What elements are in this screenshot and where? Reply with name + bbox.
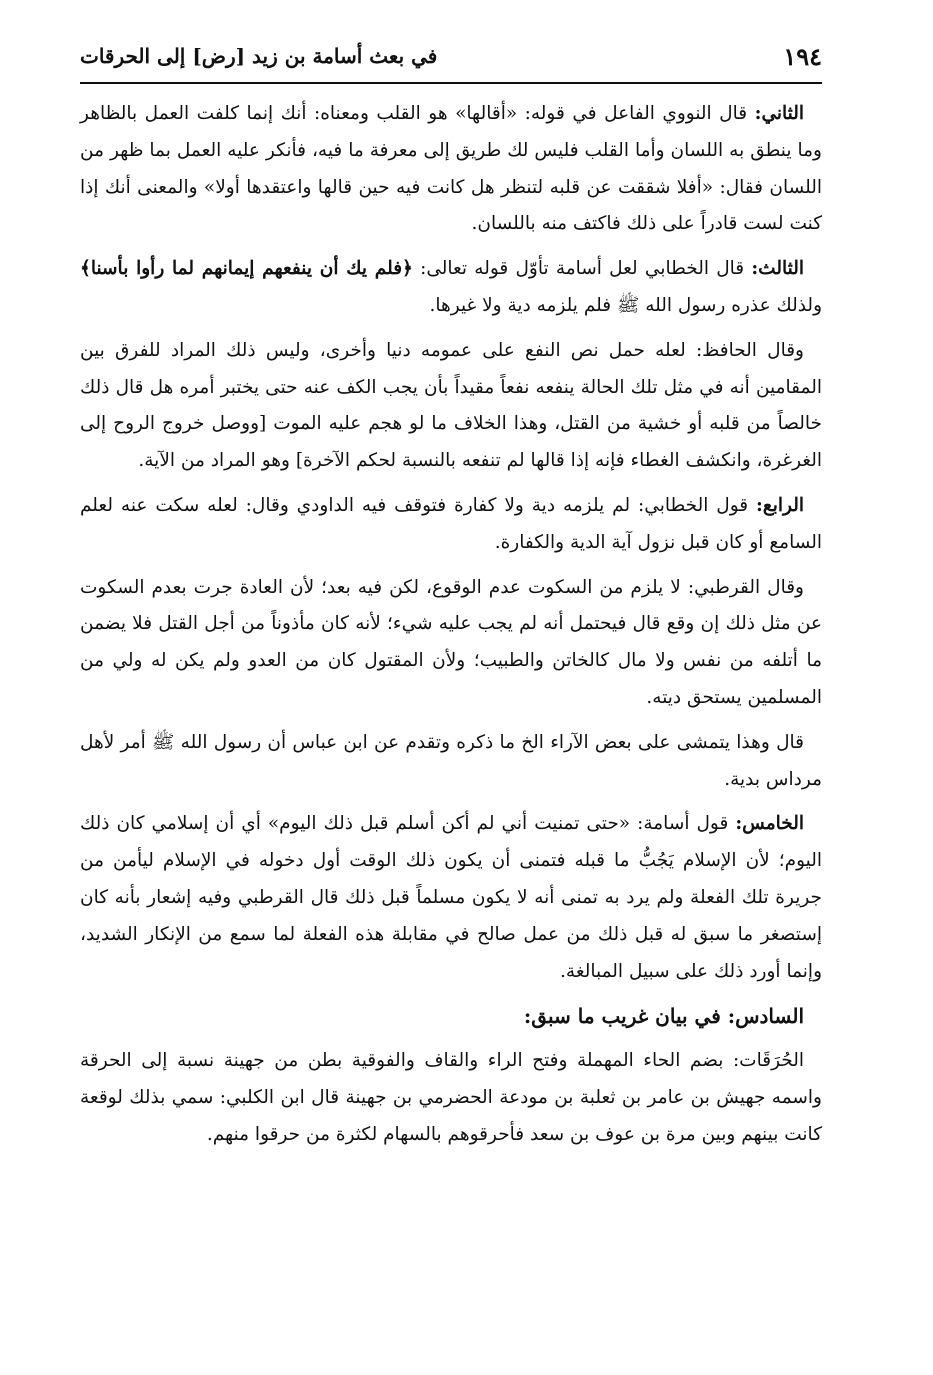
paragraph-lead: الخامس: — [735, 813, 804, 835]
paragraph-text: وقال القرطبي: لا يلزم من السكوت عدم الوقوع، لكن فيه بعد؛ لأن العادة جرت بعدم السكوت عن مثل ذلك إن وقع قال فيحتمل أنه لم يجب عليه شيء؛ لأنه كان مأذوناً من أجل القتل فلا يضمن ما أتلفه من نفس ولا مال كالخاتن والطبيب؛ ولأن المقتول كان من العدو ولم يكن له ولي من المسلمين يستحق ديته. — [80, 576, 822, 708]
quran-verse: ﴿فلم يك أن ينفعهم إيمانهم لما رأوا بأسنا﴾ — [80, 258, 413, 280]
header-rule — [80, 82, 822, 84]
paragraph-text: قال النووي الفاعل في قوله: «أقالها» هو القلب ومعناه: أنك إنما كلفت العمل بالظاهر وما ينطق به اللسان وأما القلب فليس لك طريق إلى معرفة ما فيه، فأنكر عليه العمل بما ظهر من اللسان فقال: «أفلا شققت عن قلبه لتنظر هل كانت فيه حين قالها واعتقدها أولا» والمعنى أنك إذا كنت لست قادراً على ذلك فاكتف منه باللسان. — [80, 103, 822, 235]
paragraph-hafiz — [80, 333, 822, 480]
paragraph-third — [80, 251, 822, 325]
paragraph-text: قال الخطابي لعل أسامة تأوّل قوله تعالى: — [412, 258, 752, 280]
paragraph-text: قال وهذا يتمشى على بعض الآراء الخ ما ذكره وتقدم عن ابن عباس أن رسول الله ﷺ أمر لأهل مرداس بدية. — [80, 731, 822, 790]
paragraph-text: ولذلك عذره رسول الله ﷺ فلم يلزمه دية ولا غيرها. — [429, 294, 822, 316]
paragraph-text: الحُرَقَات: بضم الحاء المهملة وفتح الراء والقاف والفوقية بطن من جهينة نسبة إلى الحرقة واسمه جهيش بن عامر بن ثعلبة بن مودعة الحضرمي بن جهينة قال ابن الكلبي: سمي بذلك لوقعة كانت بينهم وبين مرة بن عوف بن سعد فأحرقوهم بالسهام لكثرة من حرقوا منهم. — [80, 1050, 822, 1145]
paragraph-ibn-abbas — [80, 725, 822, 799]
page-number: ١٩٤ — [783, 42, 822, 71]
page-body — [80, 96, 822, 1162]
paragraph-text: قول الخطابي: لم يلزمه دية ولا كفارة فتوقف فيه الداودي وقال: لعله سكت عنه لعلم السامع أو كان قبل نزول آية الدية والكفارة. — [80, 494, 822, 553]
paragraph-fifth — [80, 806, 822, 990]
paragraph-lead: الثاني: — [754, 103, 805, 124]
paragraph-gloss — [80, 1043, 822, 1153]
paragraph-fourth — [80, 488, 822, 562]
section-heading: السادس: في بيان غريب ما سبق: — [523, 1004, 804, 1029]
running-title: في بعث أسامة بن زيد [رض] إلى الحرقات — [80, 44, 438, 68]
paragraph-qurtubi — [80, 570, 822, 717]
paragraph-text: قول أسامة: «حتى تمنيت أني لم أكن أسلم قبل ذلك اليوم» أي أن إسلامي كان ذلك اليوم؛ لأن الإسلام يَجُبُّ ما قبله فتمنى أن يكون ذلك الوقت أول دخوله في الإسلام ليأمن من جريرة تلك الفعلة ولم يرد به تمنى أنه لا يكون مسلماً قبل ذلك قال القرطبي وفيه إشعار بأنه كان إستصغر ما سبق له قبل ذلك من عمل صالح في مقابلة هذه الفعلة لما سمع من الإنكار الشديد، وإنما أورد ذلك على سبيل المبالغة. — [80, 813, 822, 982]
page-header — [80, 38, 822, 78]
paragraph-text: وقال الحافظ: لعله حمل نص النفع على عمومه دنيا وأخرى، وليس ذلك المراد للفرق بين المقامين أنه في مثل تلك الحالة ينفعه نفعاً مقيداً بأن يجب الكف عنه حتى يختبر أمره هل قال ذلك خالصاً من قلبه أو خشية من القتل، وهذا الخلاف ما لو هجم عليه الموت [ووصل خروج الروح إلى الغرغرة، وانكشف الغطاء فإنه إذا قالها لم تنفعه بالنسبة لحكم الآخرة] وهو المراد من الآية. — [80, 339, 822, 472]
paragraph-second — [80, 96, 822, 243]
paragraph-lead: الرابع: — [756, 494, 804, 516]
paragraph-lead: الثالث: — [751, 258, 804, 280]
